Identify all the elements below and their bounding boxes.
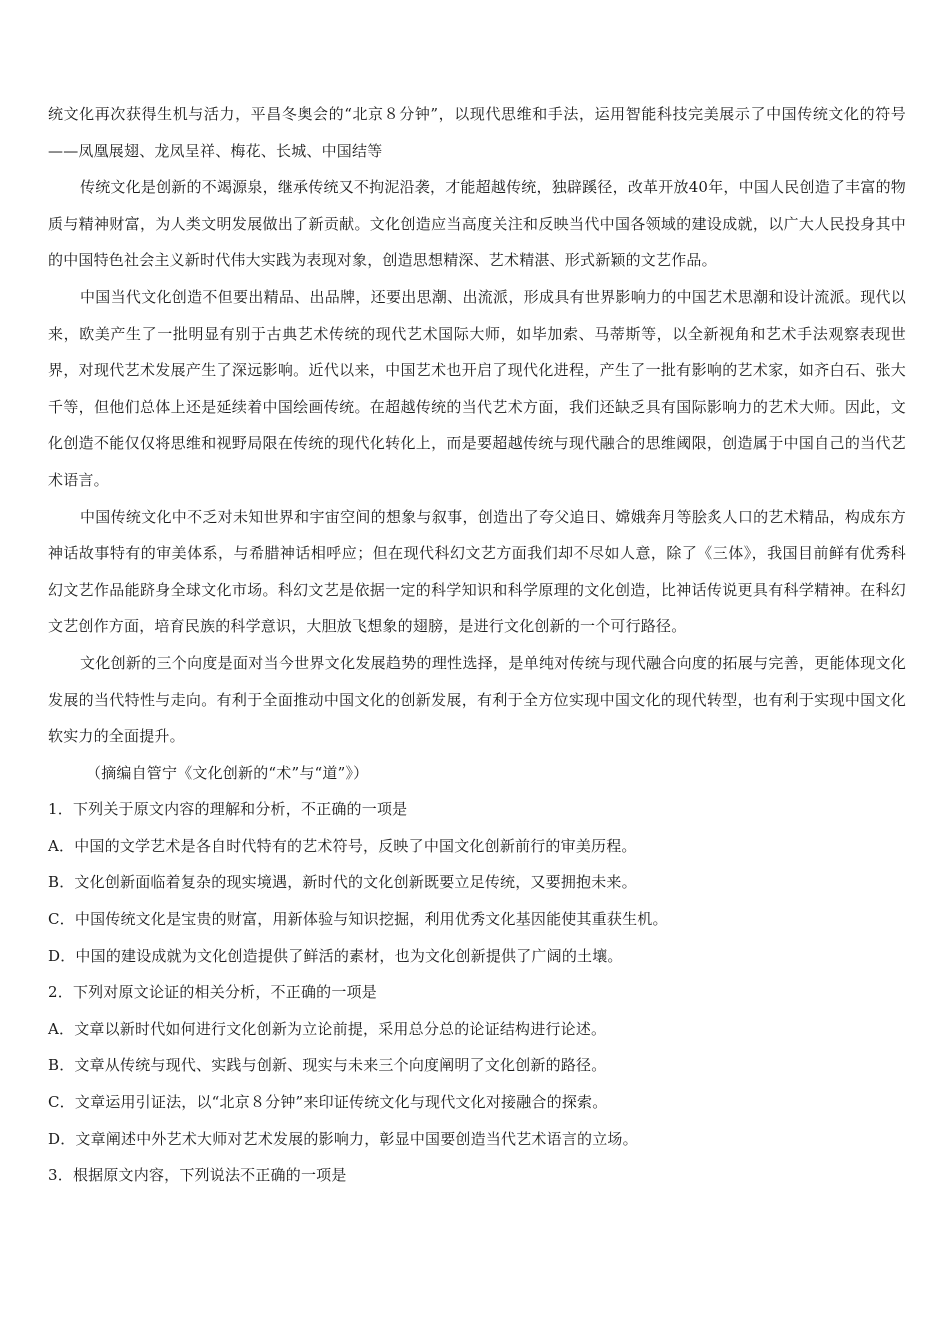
- question-stem: 1．下列关于原文内容的理解和分析，不正确的一项是: [48, 800, 408, 819]
- article-paragraph-4: 中国传统文化中不乏对未知世界和宇宙空间的想象与叙事，创造出了夸父追日、嫦娥奔月等脍炙人口的艺术精品，构成东方神话故事特有的审美体系，与希腊神话相呼应；但在现代科幻文艺方面我们却不尽如人意，除了《三体》，我国目前鲜有优秀科幻文艺作品能跻身全球文化市场。科幻文艺是依据一定的科学知识和科学原理的文化创造，比神话传说更具有科学精神。在科幻文艺创作方面，培育民族的科学意识，大胆放飞想象的翅膀，是进行文化创新的一个可行路径。: [48, 507, 906, 636]
- article-paragraph-5: 文化创新的三个向度是面对当今世界文化发展趋势的理性选择，是单纯对传统与现代融合向度的拓展与完善，更能体现文化发展的当代特性与走向。有利于全面推动中国文化的创新发展，有利于全方位实现中国文化的现代转型，也有利于实现中国文化软实力的全面提升。: [48, 653, 906, 746]
- question-1: [48, 791, 906, 974]
- article-paragraph-3: 中国当代文化创造不但要出精品、出品牌，还要出思潮、出流派，形成具有世界影响力的中国艺术思潮和设计流派。现代以来，欧美产生了一批明显有别于古典艺术传统的现代艺术国际大师，如毕加索、马蒂斯等，以全新视角和艺术手法观察表现世界，对现代艺术发展产生了深远影响。近代以来，中国艺术也开启了现代化进程，产生了一批有影响的艺术家，如齐白石、张大千等，但他们总体上还是延续着中国绘画传统。在超越传统的当代艺术方面，我们还缺乏具有国际影响力的艺术大师。因此，文化创造不能仅仅将思维和视野局限在传统的现代化转化上，而是要超越传统与现代融合的思维阈限，创造属于中国自己的当代艺术语言。: [48, 287, 906, 489]
- option-c: C．中国传统文化是宝贵的财富，用新体验与知识挖掘，利用优秀文化基因能使其重获生机。: [48, 910, 668, 929]
- article-paragraph-1: 统文化再次获得生机与活力，平昌冬奥会的“北京８分钟”，以现代思维和手法，运用智能科技完美展示了中国传统文化的符号——凤凰展翅、龙凤呈祥、梅花、长城、中国结等: [48, 105, 906, 160]
- question-3: [48, 1157, 906, 1194]
- question-stem: 2．下列对原文论证的相关分析，不正确的一项是: [48, 983, 377, 1002]
- question-stem: 3．根据原文内容，下列说法不正确的一项是: [48, 1166, 347, 1185]
- reading-article: [48, 96, 906, 791]
- article-paragraph-2: 传统文化是创新的不竭源泉，继承传统又不拘泥沿袭，才能超越传统，独辟蹊径，改革开放40年，中国人民创造了丰富的物质与精神财富，为人类文明发展做出了新贡献。文化创造应当高度关注和反映当代中国各领域的建设成就，以广大人民投身其中的中国特色社会主义新时代伟大实践为表现对象，创造思想精深、艺术精湛、形式新颖的文艺作品。: [48, 178, 906, 270]
- option-d: D．中国的建设成就为文化创造提供了鲜活的素材，也为文化创新提供了广阔的土壤。: [48, 946, 623, 965]
- option-a: A．文章以新时代如何进行文化创新为立论前提，采用总分总的论证结构进行论述。: [48, 1019, 607, 1038]
- exam-content: [48, 96, 906, 1194]
- article-source: （摘编自管宁《文化创新的“术”与“道”》）: [86, 763, 369, 782]
- question-list: [48, 791, 906, 1194]
- option-b: B．文章从传统与现代、实践与创新、现实与未来三个向度阐明了文化创新的路径。: [48, 1056, 607, 1075]
- option-c: C．文章运用引证法，以“北京８分钟”来印证传统文化与现代文化对接融合的探索。: [48, 1093, 608, 1112]
- option-a: A．中国的文学艺术是各自时代特有的艺术符号，反映了中国文化创新前行的审美历程。: [48, 836, 637, 855]
- option-d: D．文章阐述中外艺术大师对艺术发展的影响力，彰显中国要创造当代艺术语言的立场。: [48, 1129, 638, 1148]
- option-b: B．文化创新面临着复杂的现实境遇，新时代的文化创新既要立足传统，又要拥抱未来。: [48, 873, 637, 892]
- question-2: [48, 974, 906, 1157]
